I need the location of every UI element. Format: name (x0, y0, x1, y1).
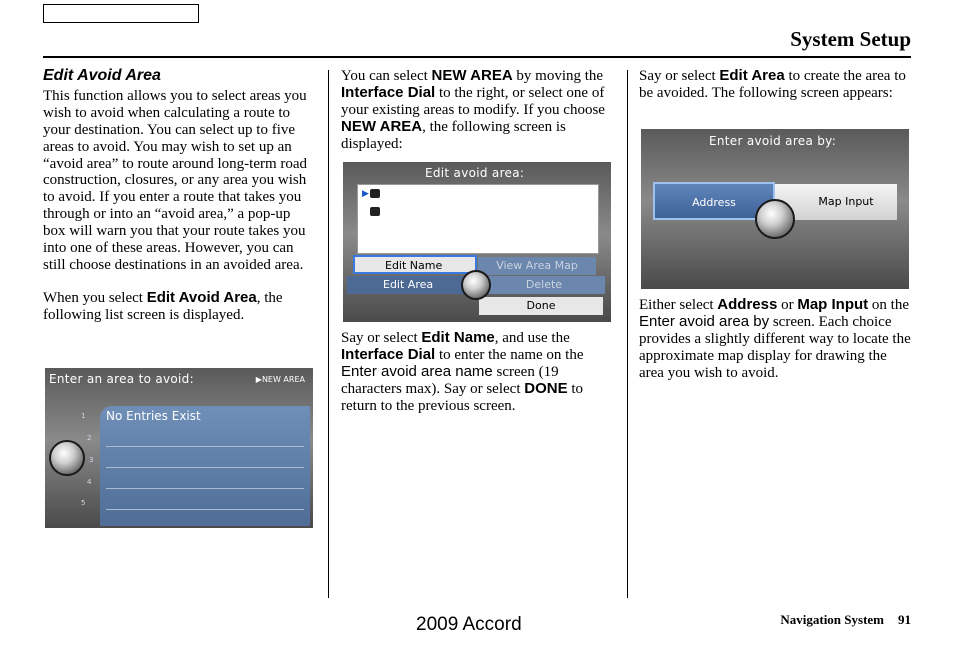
view-area-map-button[interactable]: View Area Map (478, 257, 596, 275)
new-area-option[interactable]: ▶NEW AREA (255, 375, 305, 384)
column-2 (341, 68, 611, 169)
intro-paragraph: This function allows you to select areas you wish to avoid when calculating a route to your destination. You can select up to five areas to avoid. You may wish to set up an “avoid area” to route around long-term road construction, closures, or any area you wish to avoid. If you enter a route that takes you through or into an “avoid area,” a pop-up box will warn you that your route takes you into one of these areas. However, you can still choose destinations in an avoided area. (43, 87, 308, 273)
interface-dial-icon[interactable] (461, 270, 491, 300)
new-area-paragraph: You can select NEW AREA by moving the Interface Dial to the right, or select one of your existing areas to modify. If you choose NEW AREA, the following screen is displayed: (341, 67, 605, 152)
edit-avoid-area-screen (343, 162, 611, 322)
row-number: 2 (87, 434, 92, 442)
list-item[interactable]: No Entries Exist (106, 409, 201, 423)
row-number: 1 (81, 412, 86, 420)
column-1 (43, 68, 315, 340)
play-arrow-icon: ▶ (255, 375, 262, 384)
address-map-paragraph: Either select Address or Map Input on the Enter avoid area by screen. Each choice provides a slightly different way to locate the approximate map display for drawing the area you wish to avoid. (639, 296, 911, 381)
screen-title: Enter avoid area by: (709, 134, 837, 148)
edit-area-button[interactable]: Edit Area (347, 276, 475, 294)
page-number: 91 (898, 612, 911, 627)
avoid-marker-icon (370, 189, 380, 198)
column-2-lower (341, 330, 613, 431)
interface-dial-icon[interactable] (49, 440, 85, 476)
edit-area-paragraph: Say or select Edit Area to create the area to be avoided. The following screen appears: (639, 67, 906, 101)
area-preview-box (357, 184, 599, 254)
pointer-arrow-icon: ▶ (362, 189, 369, 199)
column-3 (639, 68, 911, 118)
divider (106, 509, 304, 510)
map-input-button[interactable]: Map Input (775, 184, 897, 220)
column-divider-1 (328, 70, 329, 598)
divider (106, 446, 304, 447)
divider (106, 467, 304, 468)
edit-name-button[interactable]: Edit Name (353, 255, 477, 274)
avoid-list-screen (45, 368, 313, 528)
header-rule (43, 56, 911, 58)
avoid-marker-icon (370, 207, 380, 216)
section-title: System Setup (790, 27, 911, 51)
delete-button[interactable]: Delete (483, 276, 605, 294)
interface-dial-icon[interactable] (755, 199, 795, 239)
edit-name-paragraph: Say or select Edit Name, and use the Interface Dial to enter the name on the Enter avoid area name screen (19 characters max). Say or select DONE to return to the previous screen. (341, 329, 584, 414)
column-divider-2 (627, 70, 628, 598)
footer-label: Navigation System 91 (780, 612, 911, 627)
enter-avoid-area-by-screen (641, 129, 909, 289)
entry-list (100, 406, 310, 526)
screen-title: Enter an area to avoid: (49, 372, 194, 386)
list-screen-paragraph: When you select Edit Avoid Area, the following list screen is displayed. (43, 288, 283, 323)
header-box (43, 4, 199, 23)
row-number: 5 (81, 499, 86, 507)
column-3-lower (639, 297, 911, 398)
address-button[interactable]: Address (653, 182, 775, 220)
screen-title: Edit avoid area: (425, 166, 525, 180)
divider (106, 488, 304, 489)
row-number: 3 (89, 456, 94, 464)
row-number: 4 (87, 478, 92, 486)
done-button[interactable]: Done (479, 297, 603, 315)
subsection-heading: Edit Avoid Area (43, 67, 161, 84)
model-year: 2009 Accord (416, 614, 522, 635)
